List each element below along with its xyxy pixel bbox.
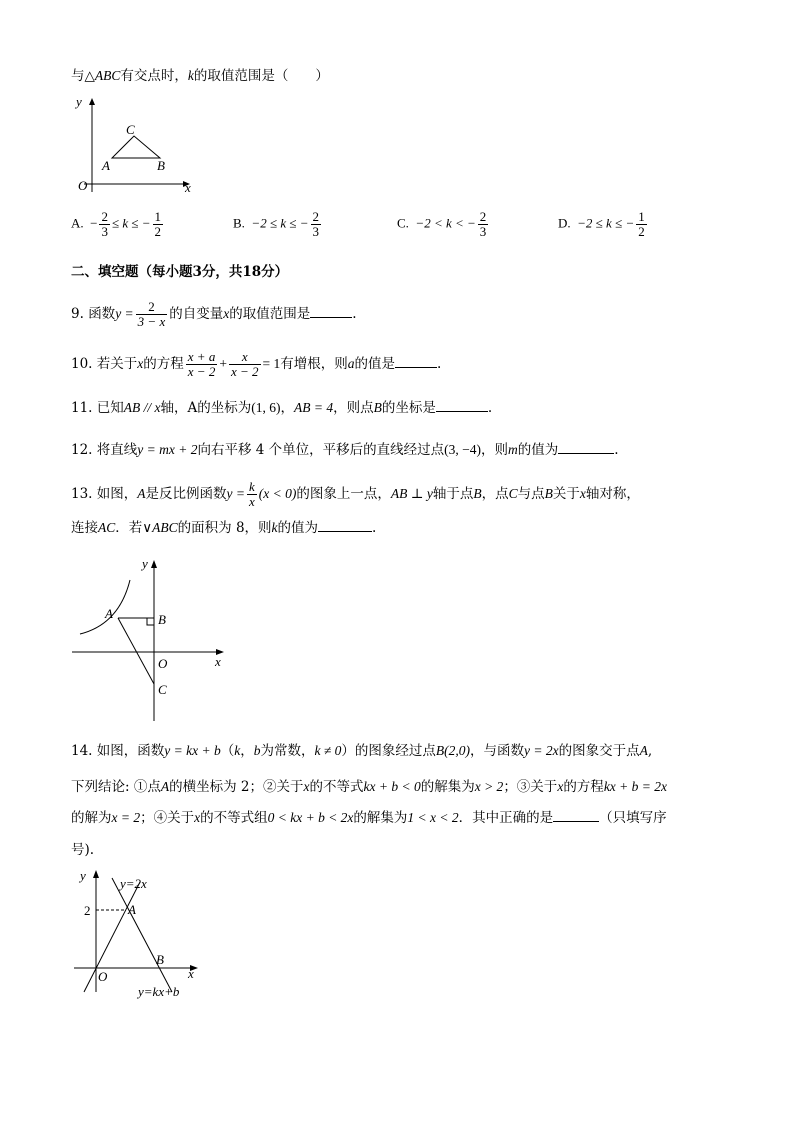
- q14-label-y2x: y=2x: [120, 876, 147, 891]
- q10-text1: 若关于: [96, 356, 138, 372]
- q9-answer-blank[interactable]: [310, 307, 352, 318]
- q13-right-angle: [147, 618, 154, 625]
- q14-expr: y = kx + b: [164, 743, 221, 758]
- q8-middle: 有交点时，: [120, 68, 188, 84]
- q8-label-o: O: [78, 178, 88, 193]
- figure-q8: [70, 92, 200, 196]
- q9-x: x: [223, 306, 230, 321]
- q10-number: 10.: [71, 356, 93, 372]
- option-c-pre: −2 < k < −: [415, 215, 476, 231]
- q14-number: 14.: [71, 743, 93, 759]
- q14-answer-blank[interactable]: [553, 811, 599, 822]
- q8-triangle: △ABC: [84, 68, 121, 83]
- q9-fraction: $\frac{2}{3 - x}$: [137, 299, 166, 329]
- q14-label-y: y: [80, 868, 86, 883]
- option-d-label: D.: [558, 215, 571, 231]
- q14-line-y2x: [84, 882, 140, 992]
- option-d-frac1: $\frac{1}{2}$: [638, 209, 645, 239]
- q9-text2: 的自变量: [169, 306, 224, 322]
- q13-label-b: B: [158, 612, 166, 627]
- q14-label-ykxb: y=kx+b: [138, 984, 180, 999]
- question-10: 10. 若关于x的方程 $\frac{x + a}{x - 2}$ + $\frac{x}{x - 2}$ = 1有增根，则a的值是 .: [71, 349, 442, 379]
- q8-label-y: y: [76, 94, 82, 109]
- q8-suffix: 的取值范围是（ ）: [193, 68, 329, 84]
- q13-label-y: y: [142, 556, 148, 571]
- option-c[interactable]: [397, 210, 490, 239]
- q14-label-b: B: [156, 952, 164, 967]
- q13-fraction: $\frac{k}{x}$: [249, 479, 255, 509]
- q10-frac1: $\frac{x + a}{x - 2}$: [187, 349, 216, 379]
- option-d[interactable]: [558, 210, 649, 239]
- q8-label-x: x: [185, 180, 191, 195]
- option-b[interactable]: [233, 210, 323, 239]
- option-b-label: B.: [233, 215, 245, 231]
- question-9: 9. 函数y = $\frac{2}{3 - x}$ 的自变量x的取值范围是 .: [71, 299, 357, 329]
- q8-prefix: 与: [71, 68, 85, 84]
- question-12: 12. 将直线y = mx + 2向右平移 4 个单位，平移后的直线经过点(3, −4)，则m的值为 .: [71, 442, 619, 458]
- q14-label-2: 2: [84, 903, 91, 918]
- q8-label-b: B: [157, 158, 165, 173]
- q9-lhs: y =: [115, 306, 134, 321]
- q10-a: a: [347, 356, 355, 371]
- q11-ab-parallel: AB // x: [123, 400, 161, 415]
- q13-segment-ac: [118, 618, 154, 684]
- option-b-frac1: $\frac{2}{3}$: [312, 209, 320, 239]
- q13-label-a: A: [105, 606, 113, 621]
- q12-expr: y = mx + 2: [137, 442, 198, 457]
- option-b-pre: −2 ≤ k ≤ −: [251, 215, 309, 231]
- q13-label-x: x: [215, 654, 221, 669]
- q8-intro: [71, 66, 329, 86]
- q13-perp: AB ⊥ y: [390, 486, 433, 501]
- q14-line-kxb: [112, 878, 172, 992]
- q11-number: 11.: [71, 400, 93, 416]
- question-14-line4: 号).: [71, 842, 95, 858]
- figure-q14: [70, 866, 210, 1006]
- q11-length: AB = 4: [294, 400, 334, 415]
- option-c-label: C.: [397, 215, 409, 231]
- q8-label-a: A: [102, 158, 110, 173]
- q8-k: k: [187, 68, 194, 83]
- q10-x: x: [137, 356, 144, 371]
- q14-y-arrow: [93, 870, 99, 878]
- figure-q13: [70, 556, 235, 726]
- q12-number: 12.: [71, 442, 93, 458]
- question-13-line1: 13. 如图，A是反比例函数y = $\frac{k}{x}$ (x < 0)的图象上一点，AB ⊥ y轴于点B，点C与点B关于x轴对称，: [71, 479, 640, 509]
- q8-label-c: C: [126, 122, 135, 137]
- option-a-label: A.: [71, 215, 84, 231]
- q13-number: 13.: [71, 486, 93, 502]
- q13-label-o: O: [158, 656, 168, 671]
- question-11: 11. 已知AB // x轴，A的坐标为(1, 6)，AB = 4，则点B的坐标是 .: [71, 400, 493, 416]
- option-a-frac1: $\frac{2}{3}$: [101, 209, 108, 239]
- q9-text3: 的取值范围是: [229, 306, 311, 322]
- q10-answer-blank[interactable]: [395, 357, 437, 368]
- option-d-pre: −2 ≤ k ≤ −: [577, 215, 635, 231]
- q14-label-o: O: [98, 969, 108, 984]
- q10-text4: 的值是: [354, 356, 395, 372]
- option-a[interactable]: [71, 210, 165, 239]
- q13-answer-blank[interactable]: [318, 521, 372, 532]
- q14-point-b: B(2,0): [435, 743, 471, 758]
- option-c-frac1: $\frac{2}{3}$: [479, 209, 487, 239]
- question-14-line1: 14. 如图，函数y = kx + b（k，b为常数，k ≠ 0）的图象经过点B(2,0)，与函数y = 2x的图象交于点A,: [71, 743, 653, 759]
- option-a-frac2: $\frac{1}{2}$: [154, 209, 162, 239]
- q12-point: (3, −4): [444, 442, 482, 457]
- question-13-line2: 连接AC．若∨ABC的面积为 8，则k的值为 .: [71, 520, 377, 536]
- q10-text2: 的方程: [143, 356, 184, 372]
- question-14-line3: 的解为x = 2；④关于x的不等式组0 < kx + b < 2x的解集为1 < x < 2．其中正确的是 （只填写序: [71, 810, 667, 826]
- option-a-mid: ≤ k ≤ −: [111, 215, 151, 231]
- question-14-line2: 下列结论: ①点A的横坐标为 2；②关于x的不等式kx + b < 0的解集为x > 2；③关于x的方程kx + b = 2x: [71, 779, 668, 795]
- q8-triangle-shape: [112, 136, 160, 158]
- q9-text1: 函数: [88, 306, 116, 322]
- q9-number: 9.: [71, 306, 84, 322]
- option-a-pre: −: [90, 215, 98, 231]
- q13-y-arrow: [151, 560, 157, 568]
- q8-y-arrow: [89, 98, 95, 105]
- q12-answer-blank[interactable]: [558, 443, 614, 454]
- q11-answer-blank[interactable]: [436, 401, 488, 412]
- q13-label-c: C: [158, 682, 167, 697]
- q14-label-x: x: [188, 966, 194, 981]
- section-title: 二、填空题（每小题3分，共18分）: [71, 264, 289, 280]
- q10-frac2: $\frac{x}{x - 2}$: [230, 349, 259, 379]
- q11-coord: (1, 6): [251, 400, 281, 415]
- q14-label-a: A: [128, 902, 136, 917]
- q10-text3: 有增根，则: [280, 356, 348, 372]
